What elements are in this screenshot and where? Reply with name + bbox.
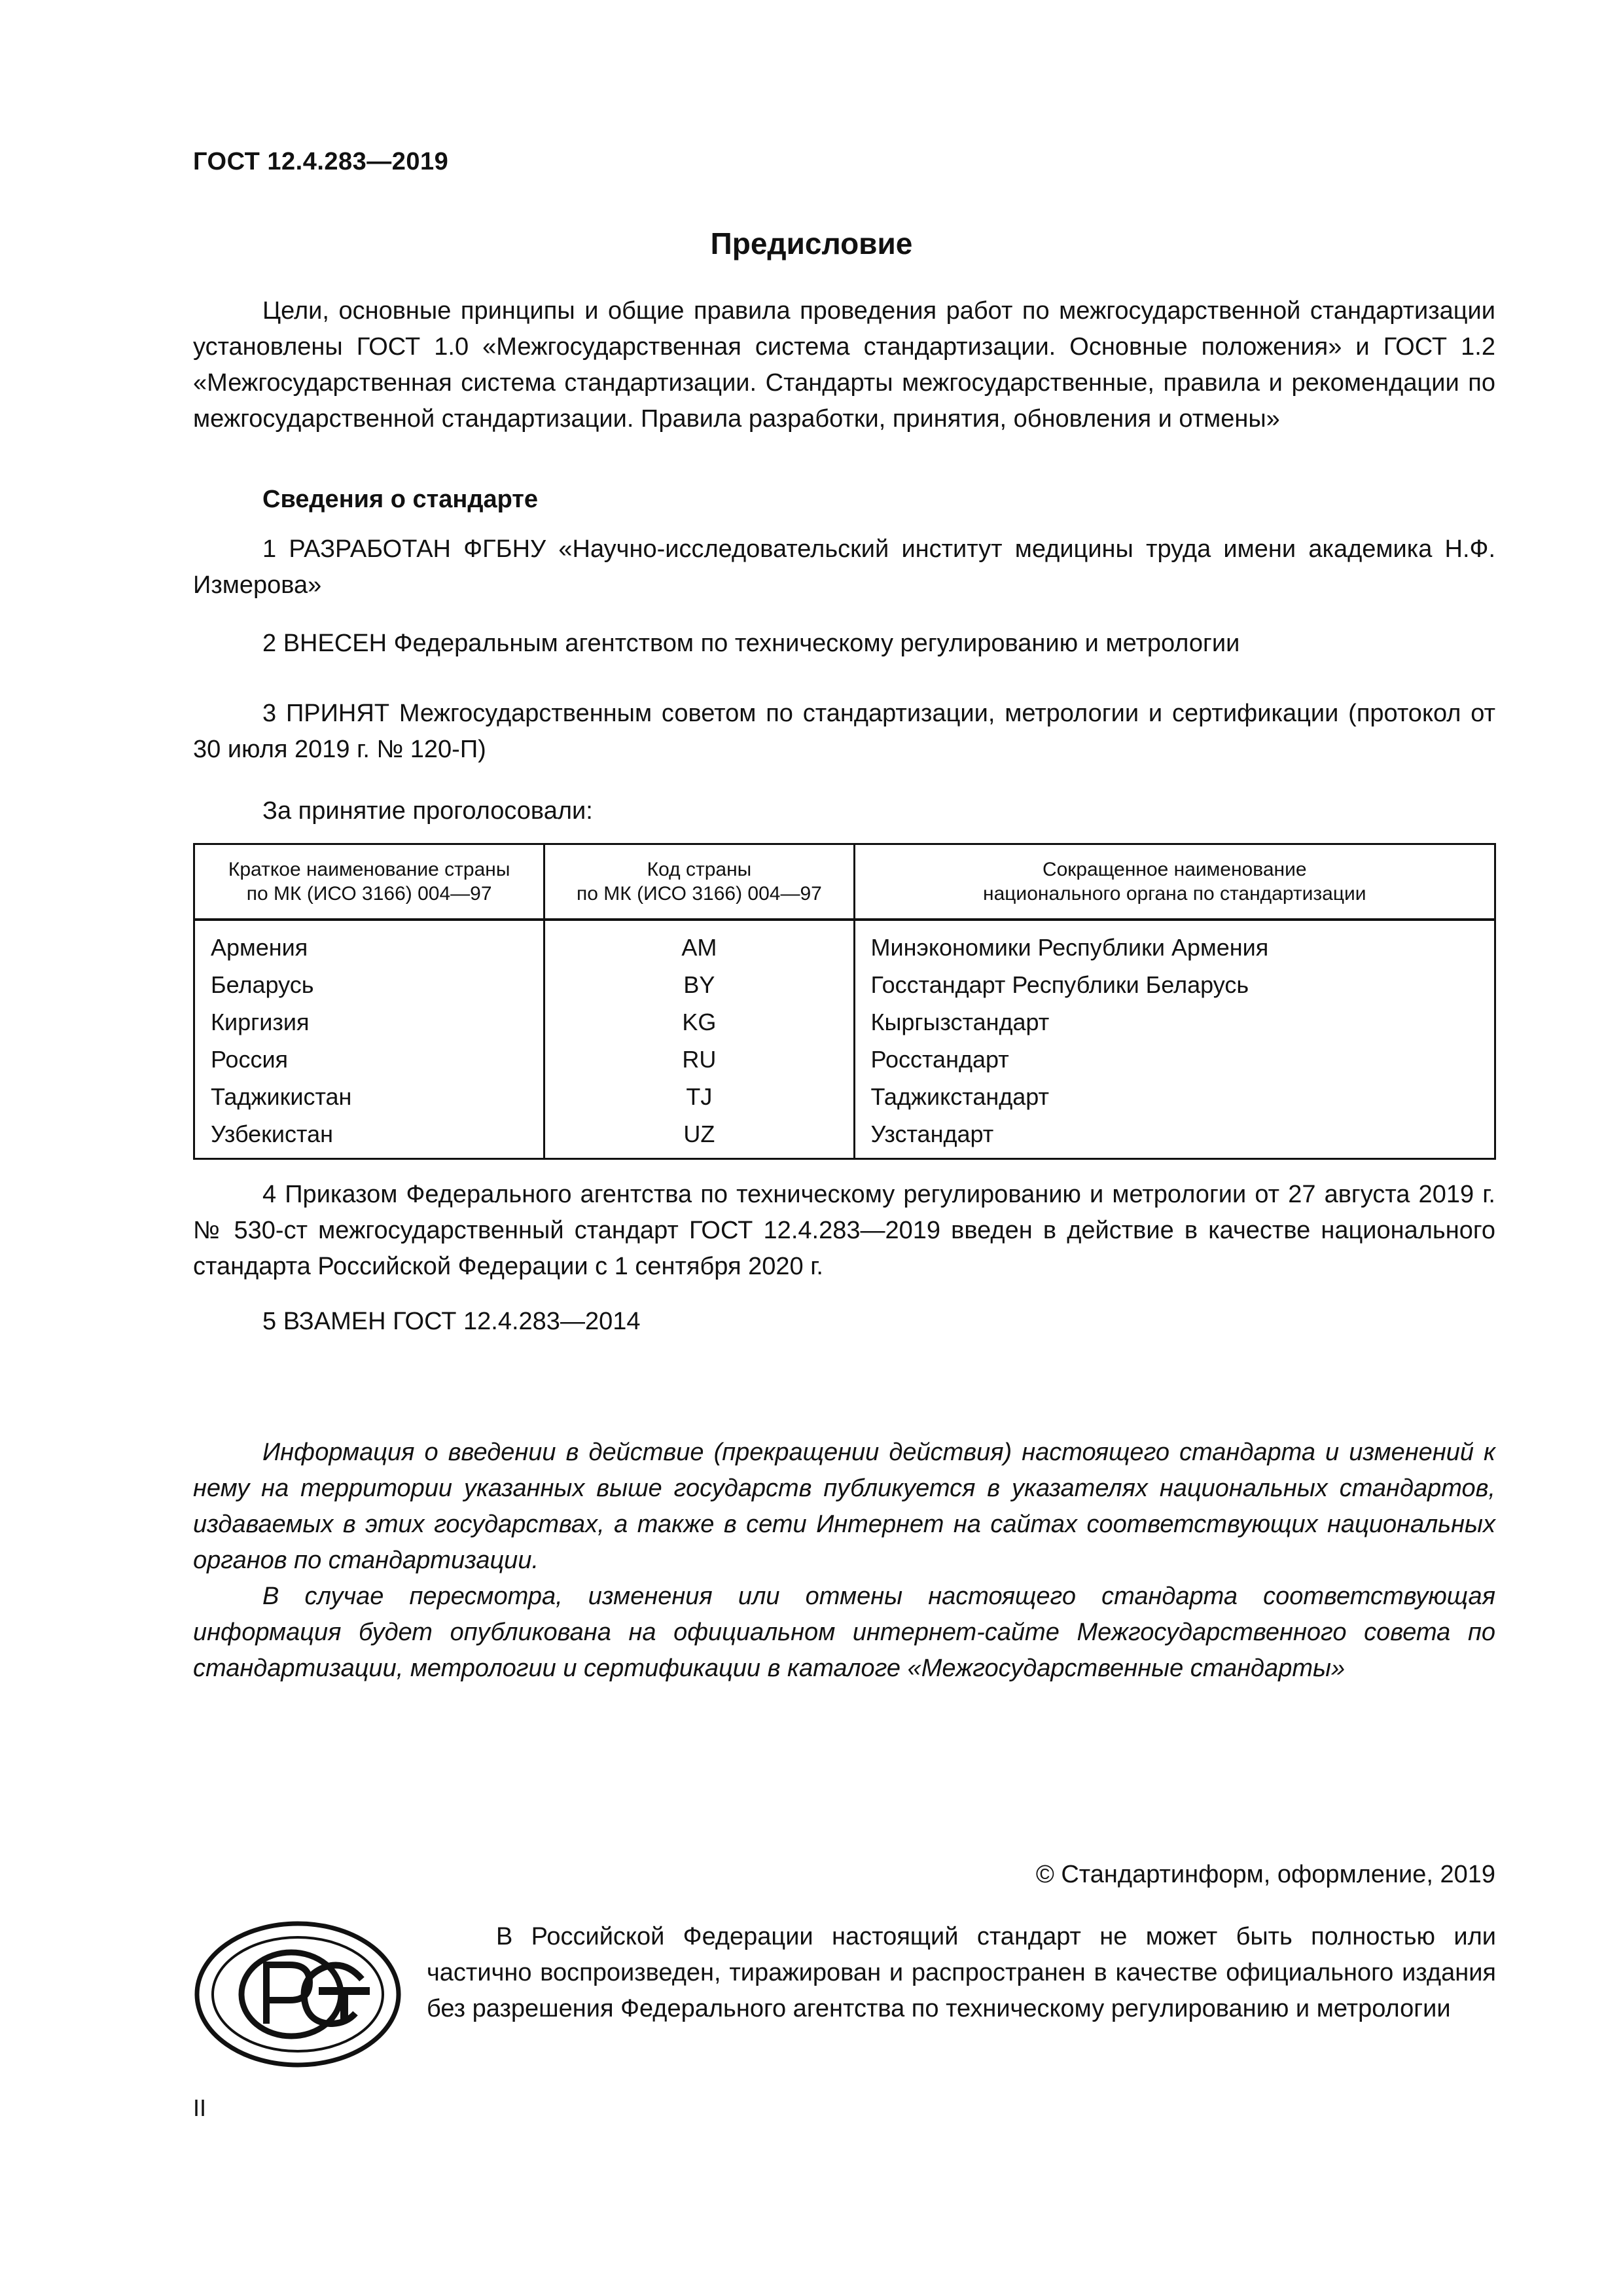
intro-paragraph: Цели, основные принципы и общие правила проведения работ по межгосударственной стандартизации установлены ГОСТ 1.0 «Межгосударственная система стандартизации. Основные положения» и ГОСТ 1.2 «Межгосударственная система стандартизации. Стандарты межгосударственные, правила и рекомендации по межгосударственной стандартизации. Правила разработки, принятия, обновления и отмены» [193,297,1495,433]
cell-code: KG [544,1003,854,1041]
document-id: ГОСТ 12.4.283—2019 [193,148,449,175]
cell-body: Минэкономики Республики Армения [854,920,1495,966]
cell-body: Узстандарт [854,1115,1495,1159]
header-country-line2: по МК (ИСО 3166) 004—97 [246,883,492,905]
item-replaces: 5 ВЗАМЕН ГОСТ 12.4.283—2014 [262,1308,641,1335]
cell-body: Кыргызстандарт [854,1003,1495,1041]
table-header-row [194,844,1495,920]
header-code [544,844,854,920]
cell-code: UZ [544,1115,854,1159]
cell-country: Армения [194,920,544,966]
header-country-line1: Краткое наименование страны [228,859,510,880]
votes-table [193,843,1496,1160]
cell-body: Росстандарт [854,1041,1495,1078]
item-developed: 1 РАЗРАБОТАН ФГБНУ «Научно-исследовательский институт медицины труда имени академика Н.Ф. Измерова» [193,535,1495,599]
table-row [194,1115,1495,1159]
cell-code: RU [544,1041,854,1078]
table-row [194,1078,1495,1115]
cell-country: Узбекистан [194,1115,544,1159]
header-code-line2: по МК (ИСО 3166) 004—97 [577,883,822,905]
copyright-notice: В Российской Федерации настоящий стандарт не может быть полностью или частично воспроизведен, тиражирован и распространен в качестве официального издания без разрешения Федерального агентства по техническому регулированию и метрологии [427,1923,1496,2022]
cell-country: Беларусь [194,966,544,1003]
cell-country: Россия [194,1041,544,1078]
table-row [194,1003,1495,1041]
info-note-1: Информация о введении в действие (прекращении действия) настоящего стандарта и изменений к нему на территории указанных выше государств публикуется в указателях национальных стандартов, издаваемых в этих государствах, а также в сети Интернет на сайтах соответствующих национальных органов по стандартизации. [193,1439,1495,1574]
cell-country: Киргизия [194,1003,544,1041]
item-enacted: 4 Приказом Федерального агентства по техническому регулированию и метрологии от 27 августа 2019 г. № 530-ст межгосударственный стандарт ГОСТ 12.4.283—2019 введен в действие в качестве национального стандарта Российской Федерации с 1 сентября 2020 г. [193,1181,1495,1280]
page-title: Предисловие [710,226,913,260]
header-country [194,844,544,920]
cell-code: AM [544,920,854,966]
table-row [194,920,1495,966]
header-body [854,844,1495,920]
vote-intro: За принятие проголосовали: [262,797,593,825]
cell-body: Госстандарт Республики Беларусь [854,966,1495,1003]
copyright-line: © Стандартинформ, оформление, 2019 [1035,1861,1495,1888]
rst-certification-mark-icon [193,1919,402,2073]
table-row [194,1041,1495,1078]
table-row [194,966,1495,1003]
cell-country: Таджикистан [194,1078,544,1115]
header-code-line1: Код страны [647,859,752,880]
header-body-line2: национального органа по стандартизации [983,883,1366,905]
header-body-line1: Сокращенное наименование [1042,859,1307,880]
item-adopted: 3 ПРИНЯТ Межгосударственным советом по стандартизации, метрологии и сертификации (протокол от 30 июля 2019 г. № 120-П) [193,700,1495,763]
cell-code: TJ [544,1078,854,1115]
info-note-2: В случае пересмотра, изменения или отмены настоящего стандарта соответствующая информация будет опубликована на официальном интернет-сайте Межгосударственного совета по стандартизации, метрологии и сертификации в каталоге «Межгосударственные стандарты» [193,1583,1495,1682]
cell-body: Таджикстандарт [854,1078,1495,1115]
standard-info-heading: Сведения о стандарте [262,486,539,513]
cell-code: BY [544,966,854,1003]
item-introduced: 2 ВНЕСЕН Федеральным агентством по техническому регулированию и метрологии [262,630,1240,657]
page-number: II [193,2094,207,2121]
